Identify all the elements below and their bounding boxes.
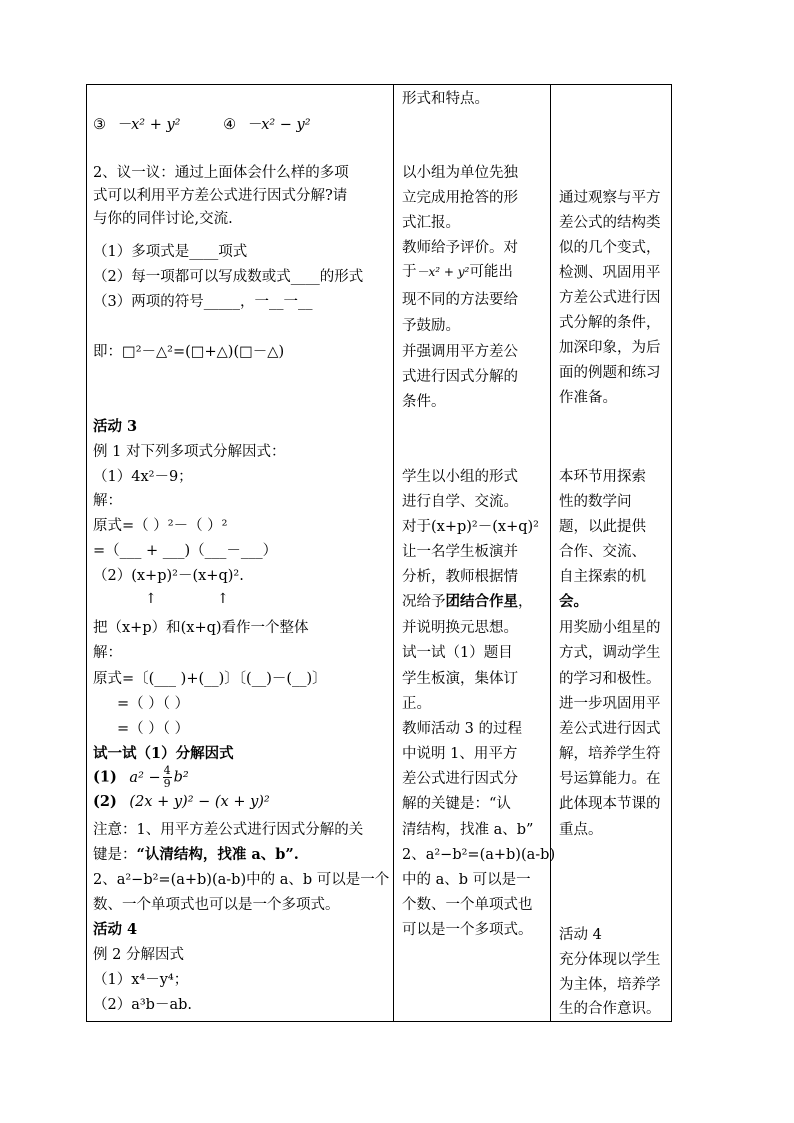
text-line: 以小组为单位先独 xyxy=(402,165,518,181)
text-line: 并强调用平方差公 xyxy=(402,344,518,360)
text-line: 并说明换元思想。 xyxy=(402,620,518,636)
item-marker: ③ xyxy=(93,117,106,133)
text-line: 充分体现以学生 xyxy=(559,952,661,968)
text-line: 式进行因式分解的 xyxy=(402,369,518,385)
content-column xyxy=(87,85,394,1022)
formula-line: 即：□²－△²=(□+△)(□－△) xyxy=(93,344,285,360)
text-line: 予鼓励。 xyxy=(402,318,460,334)
text-line: 方差公式进行因 xyxy=(559,290,661,306)
text-line: 通过观察与平方 xyxy=(559,190,661,206)
text-line: 分析，教师根据情 xyxy=(402,569,518,585)
text-line: 况给予团结合作星， xyxy=(402,593,533,610)
text-line: 检测、巩固用平 xyxy=(559,265,661,281)
text-line: 原式=（ ）²－（ ）² xyxy=(93,518,228,534)
text-line: 注意：1、用平方差公式进行因式分解的关 xyxy=(93,822,364,838)
text-line: 中说明 1、用平方 xyxy=(402,746,518,762)
text-line: 2、a²−b²=(a+b)(a-b)中的 a、b 可以是一个 xyxy=(93,872,390,888)
text-line: 解： xyxy=(93,493,122,509)
text-line: 重点。 xyxy=(559,822,603,838)
text-line: 用奖励小组星的 xyxy=(559,620,661,636)
text-line: 条件。 xyxy=(402,394,446,410)
table-row xyxy=(87,85,672,1022)
text-line: （3）两项的符号_____，一__一__ xyxy=(93,294,313,310)
text-line: 面的例题和练习 xyxy=(559,365,661,381)
text-line: 解： xyxy=(93,645,122,661)
exercise-2: (2) (2x + y)² − (x + y)² xyxy=(93,793,270,810)
text-line: （1）x⁴－y⁴； xyxy=(93,972,189,988)
text-line: （2）a³b－ab. xyxy=(93,997,193,1013)
text-line: 号运算能力。在 xyxy=(559,771,661,787)
text-line: 立完成用抢答的形 xyxy=(402,190,518,206)
text-line: 解，培养学生符 xyxy=(559,746,661,762)
text-line: 会。 xyxy=(559,593,588,610)
text-line: 让一名学生板演并 xyxy=(402,544,518,560)
text-line: 试一试（1）题目 xyxy=(402,645,513,661)
text-line: 原式=〔(___ )+(__)〕〔(__)－(__)〕 xyxy=(93,671,327,687)
text-line: 学生板演，集体订 xyxy=(402,671,518,687)
item-marker: ④ xyxy=(223,117,237,133)
math-expression: －x² + y² xyxy=(116,117,181,133)
section-heading: 活动 3 xyxy=(93,418,138,435)
exercise-1: (1) a² − $\frac{4}{9}$ b² xyxy=(93,764,189,790)
text-line: （1）4x²－9； xyxy=(93,469,193,485)
text-line: （1）多项式是____项式 xyxy=(93,244,248,260)
text-line: 可以是一个多项式。 xyxy=(402,922,533,938)
text-line: 差公式进行因式分 xyxy=(402,771,518,787)
arrow-up-icon: ↑ xyxy=(217,591,229,607)
text-line: 现不同的方法要给 xyxy=(402,292,518,308)
text-line: 进行自学、交流。 xyxy=(402,494,518,510)
text-line: 进一步巩固用平 xyxy=(559,696,661,712)
text-line: 性的数学问 xyxy=(559,494,632,510)
text-line: 2、议一议：通过上面体会什么样的多项 xyxy=(93,165,349,181)
text-line: 学生以小组的形式 xyxy=(402,469,518,485)
text-line: 似的几个变式， xyxy=(559,240,661,256)
text-line: 活动 4 xyxy=(559,927,602,943)
text-line: 形式和特点。 xyxy=(402,91,489,107)
text-line: 教师给予评价。对 xyxy=(402,240,518,256)
text-line: 解的关键是：“认 xyxy=(402,796,511,812)
text-line: 方式，调动学生 xyxy=(559,645,661,661)
text-line: 合作、交流、 xyxy=(559,544,646,560)
text-line: 题，以此提供 xyxy=(559,519,646,535)
text-line: 于－x² + y²可能出 xyxy=(402,264,513,280)
lesson-plan-table xyxy=(86,84,672,1022)
text-line: 自主探索的机 xyxy=(559,569,646,585)
text-line: （2）每一项都可以写成数或式____的形式 xyxy=(93,269,364,285)
text-line: 加深印象，为后 xyxy=(559,340,661,356)
text-line: 式可以利用平方差公式进行因式分解?请 xyxy=(93,188,348,204)
text-line: 差公式的结构类 xyxy=(559,215,661,231)
text-line: 为主体，培养学 xyxy=(559,977,661,993)
purpose-column xyxy=(551,85,672,1022)
text-line: 个数、一个单项式也 xyxy=(402,897,533,913)
text-line: 此体现本节课的 xyxy=(559,796,661,812)
text-line: 清结构，找准 a、b” xyxy=(402,822,534,838)
math-expression: －x² − y² xyxy=(246,117,311,133)
text-line: 中的 a、b 可以是一 xyxy=(402,872,531,888)
arrow-up-icon: ↑ xyxy=(145,591,157,607)
section-heading: 活动 4 xyxy=(93,921,138,938)
fraction: $\frac{4}{9}$ xyxy=(163,764,171,790)
text-line: 正。 xyxy=(402,696,431,712)
text-line: =（___ + ___)（___－___） xyxy=(93,543,278,559)
text-line: 对于(x+p)²－(x+q)² xyxy=(402,519,539,535)
text-line: 差公式进行因式 xyxy=(559,721,661,737)
text-line: （2）(x+p)²－(x+q)². xyxy=(93,568,244,584)
text-line: 教师活动 3 的过程 xyxy=(402,721,522,737)
example-heading: 例 2 分解因式 xyxy=(93,947,184,963)
text-line: =（ ）（ ） xyxy=(117,721,190,737)
text-line: 生的合作意识。 xyxy=(559,1001,661,1017)
text-line: =（ ）（ ） xyxy=(117,696,190,712)
text-line: 的学习和极性。 xyxy=(559,671,661,687)
text-line: 与你的同伴讨论,交流. xyxy=(93,211,233,227)
text-line: 作准备。 xyxy=(559,390,617,406)
text-line: 本环节用探索 xyxy=(559,469,646,485)
method-column xyxy=(394,85,556,1022)
exercise-3-4 xyxy=(93,115,311,135)
text-line: 把（x+p）和(x+q)看作一个整体 xyxy=(93,620,309,636)
text-line: 式分解的条件， xyxy=(559,315,661,331)
text-line: 数、一个单项式也可以是一个多项式。 xyxy=(93,897,340,913)
text-line: 2、a²−b²=(a+b)(a-b) xyxy=(402,847,556,863)
text-line: 式汇报。 xyxy=(402,215,460,231)
section-heading: 试一试（1）分解因式 xyxy=(93,745,234,762)
example-heading: 例 1 对下列多项式分解因式： xyxy=(93,444,286,460)
text-line: 键是：“认清结构，找准 a、b”. xyxy=(93,846,299,863)
